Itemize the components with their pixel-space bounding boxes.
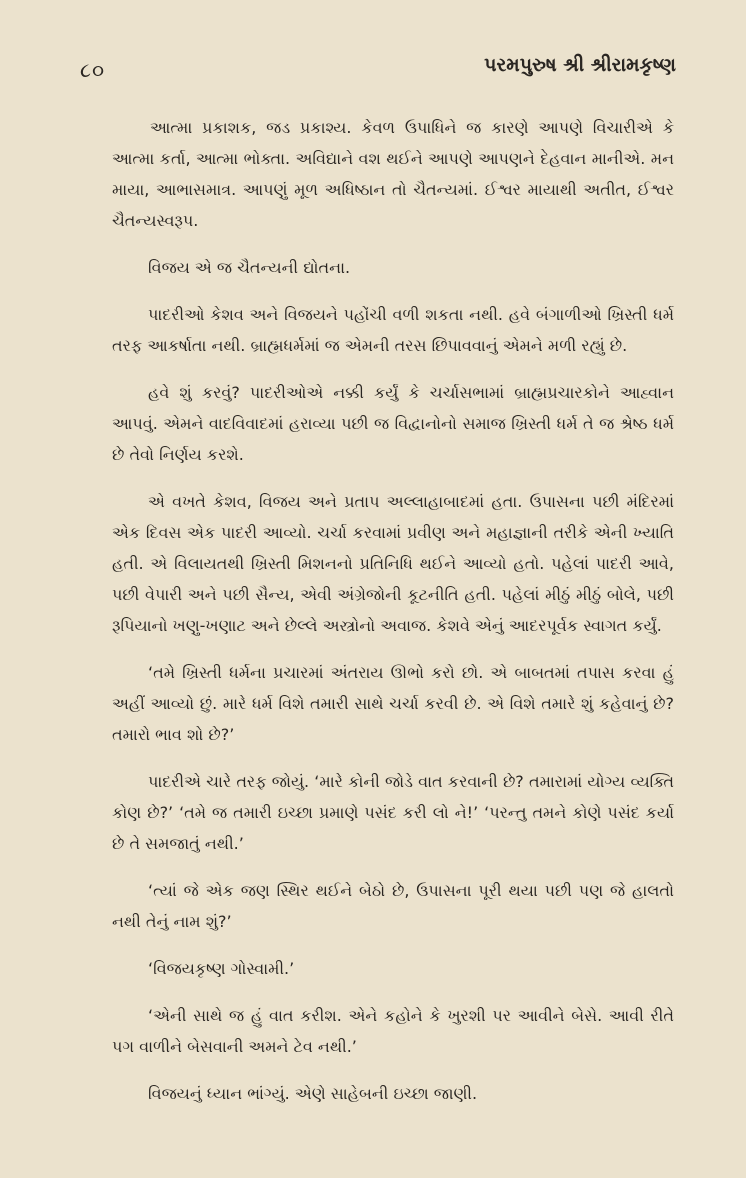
paragraph: વિજય એ જ ચૈતન્યની દ્યોતના.	[148, 258, 351, 277]
paragraph: વિજયનું ધ્યાન ભાંગ્યું. એણે સાહેબની ઇચ્છા જાણી.	[148, 1084, 478, 1103]
paragraph: પાદરીઓ કેશવ અને વિજયને પહોંચી વળી શકતા નથી. હવે બંગાળીઓ ખ્રિસ્તી ધર્મ તરફ આકર્ષાતા નથી. બ્રાહ્મધર્મમાં જ એમની તરસ છિપાવવાનું એમને મળી રહ્યું છે.	[112, 305, 674, 355]
body-text	[112, 112, 674, 1125]
paragraph: ‘વિજયકૃષ્ણ ગોસ્વામી.’	[148, 959, 295, 978]
paragraph: આત્મા પ્રકાશક, જડ પ્રકાશ્ય. કેવળ ઉપાધિને જ કારણે આપણે વિચારીએ કે આત્મા કર્તા, આત્મા ભોક્તા. અવિદ્યાને વશ થઈને આપણે આપણને દેહવાન માનીએ. મન માયા, આભાસમાત્ર. આપણું મૂળ અધિષ્ઠાન તો ચૈતન્યમાં. ઈશ્વર માયાથી અતીત, ઈશ્વર ચૈતન્યસ્વરૂપ.	[112, 118, 674, 230]
paragraph: એ વખતે કેશવ, વિજય અને પ્રતાપ અલ્લાહાબાદમાં હતા. ઉપાસના પછી મંદિરમાં એક દિવસ એક પાદરી આવ્યો. ચર્ચા કરવામાં પ્રવીણ અને મહાજ્ઞાની તરીકે એની ખ્યાતિ હતી. એ વિલાયતથી ખ્રિસ્તી મિશનનો પ્રતિનિધિ થઈને આવ્યો હતો. પહેલાં પાદરી આવે, પછી વેપારી અને પછી સૈન્ય, એવી અંગ્રેજોની કૂટનીતિ હતી. પહેલાં મીઠું મીઠું બોલે, પછી રૂપિયાનો ખણુ-ખણાટ અને છેલ્લે અસ્ત્રોનો અવાજ. કેશવે એનું આદરપૂર્વક સ્વાગત કર્યું.	[112, 492, 674, 635]
paragraph: ‘એની સાથે જ હું વાત કરીશ. એને કહોને કે ખુરશી પર આવીને બેસે. આવી રીતે પગ વાળીને બેસવાની અમને ટેવ નથી.’	[112, 1006, 674, 1056]
paragraph: ‘ત્યાં જે એક જણ સ્થિર થઈને બેઠો છે, ઉપાસના પૂરી થયા પછી પણ જે હાલતો નથી તેનું નામ શું?’	[112, 881, 674, 931]
paragraph: પાદરીએ ચારે તરફ જોયું. ‘મારે કોની જોડે વાત કરવાની છે? તમારામાં યોગ્ય વ્યક્તિ કોણ છે?’ ‘તમે જ તમારી ઇચ્છા પ્રમાણે પસંદ કરી લો ને!’ ‘પરન્તુ તમને કોણે પસંદ કર્યા છે તે સમજાતું નથી.’	[112, 772, 674, 853]
page-header	[80, 48, 676, 84]
page-number: ૮૦	[80, 58, 106, 82]
paragraph: ‘તમે ખ્રિસ્તી ધર્મના પ્રચારમાં અંતરાય ઊભો કરો છો. એ બાબતમાં તપાસ કરવા હું અહીં આવ્યો છું. મારે ધર્મ વિશે તમારી સાથે ચર્ચા કરવી છે. એ વિશે તમારે શું કહેવાનું છે? તમારો ભાવ શો છે?’	[112, 663, 674, 744]
paragraph: હવે શું કરવું? પાદરીઓએ નક્કી કર્યું કે ચર્ચાસભામાં બ્રાહ્મપ્રચારકોને આહ્વાન આપવું. એમને વાદવિવાદમાં હરાવ્યા પછી જ વિદ્વાનોનો સમાજ ખ્રિસ્તી ધર્મ તે જ શ્રેષ્ઠ ધર્મ છે તેવો નિર્ણય કરશે.	[112, 383, 674, 464]
running-head: પરમપુરુષ શ્રી શ્રીરામકૃષ્ણ	[484, 54, 676, 76]
